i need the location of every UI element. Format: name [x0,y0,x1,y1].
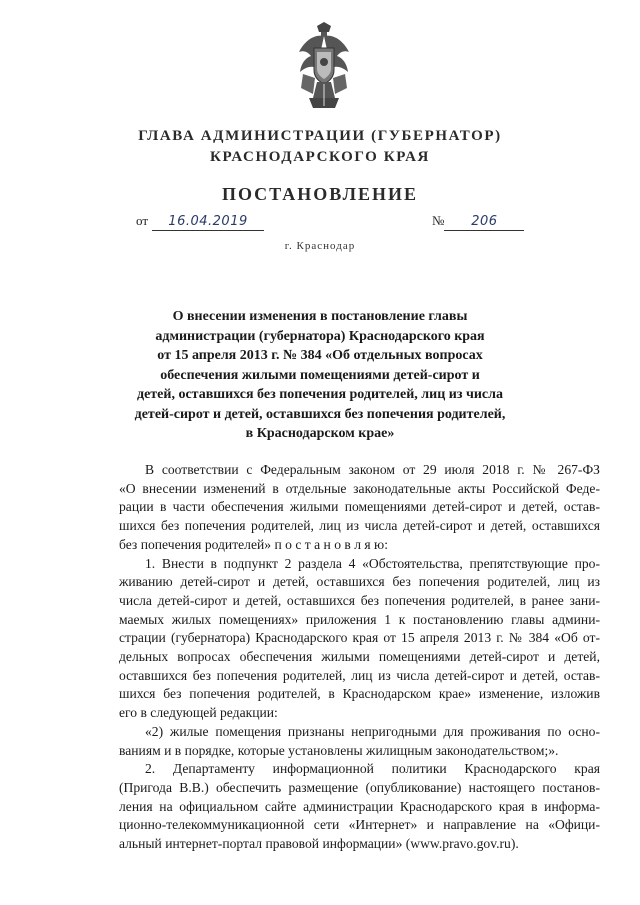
date-value: 16.04.2019 [152,214,264,231]
body-text-line: шихся без попечения родителей, в Краснодарском крае» изменение, изложив [119,686,600,702]
body-text-line: маемых жилых помещениях» приложения 1 к постановлению главы админи- [119,611,600,627]
body-text-line: «2) жилые помещения признаны непригодными для проживания по осно- [145,723,600,739]
body-text-line: ционно-телекоммуникационной сети «Интернет» и направление на «Офици- [119,817,600,833]
body-text-line: живанию детей-сирот и детей, оставшихся без попечения родителей, лиц из [119,574,600,590]
document-body [119,461,600,854]
authority-title-line2: КРАСНОДАРСКОГО КРАЯ [210,149,430,165]
body-text-line: страции (губернатора) Краснодарского края от 15 апреля 2013 г. № 384 «Об от- [119,630,600,646]
body-text-line: ления на официальном сайте администрации Краснодарского края в информа- [119,798,600,814]
body-text-line: без попечения родителей» п о с т а н о в л я ю: [119,536,388,552]
body-text-line: дельных вопросах обеспечения жилыми помещениями детей-сирот и детей, [119,649,600,665]
title-line: обеспечения жилыми помещениями детей-сирот и [160,367,480,383]
title-line: детей-сирот и детей, оставшихся без попечения родителей, [134,406,506,422]
authority-title-line1: ГЛАВА АДМИНИСТРАЦИИ (ГУБЕРНАТОР) [138,128,502,144]
krasnodar-coat-of-arms-icon [295,22,353,108]
body-text-line: рации в части обеспечения жилыми помещениями детей-сирот и детей, остав- [119,499,600,515]
title-line: О внесении изменения в постановление главы [172,309,468,324]
body-text-line: В соответствии с Федеральным законом от 29 июля 2018 г. № 267-ФЗ [145,462,600,477]
document-type: ПОСТАНОВЛЕНИЕ [221,184,419,204]
body-text-line: (Пригода В.В.) обеспечить размещение (опубликование) настоящего постанов- [119,779,600,795]
body-text-line: шихся без попечения родителей, лиц из числа детей-сирот и детей, оставшихся [119,518,600,534]
body-text-line: 2. Департаменту информационной политики Краснодарского края [145,761,600,777]
document-title [130,307,510,444]
number-label: № [432,213,445,228]
title-line: администрации (губернатора) Краснодарского края [155,328,485,344]
body-text-line: оставшихся без попечения родителей, лиц из числа детей-сирот и детей, остав- [119,667,600,683]
title-line: от 15 апреля 2013 г. № 384 «Об отдельных вопросах [157,348,483,363]
date-label: от [136,213,149,228]
date-field [136,213,264,231]
body-text-line: ваниям и в порядке, которые установлены жилищным законодательством;». [119,742,559,758]
body-text-line: его в следующей редакции: [119,705,278,721]
number-field [432,213,524,231]
body-text-line: альный интернет-портал правовой информации» (www.pravo.gov.ru). [119,836,519,852]
body-text-line: 1. Внести в подпункт 2 раздела 4 «Обстоятельства, препятствующие про- [145,555,600,571]
title-line: в Краснодарском крае» [245,426,395,441]
number-value: 206 [444,214,524,231]
body-text-line: «О внесении изменений в отдельные законодательные акты Российской Феде- [119,480,600,496]
body-text-line: числа детей-сирот и детей, оставшихся без попечения родителей, в ранее зани- [119,592,600,608]
title-line: детей, оставшихся без попечения родителей, лиц из числа [137,387,503,402]
city-label: г. Краснодар [284,240,356,252]
